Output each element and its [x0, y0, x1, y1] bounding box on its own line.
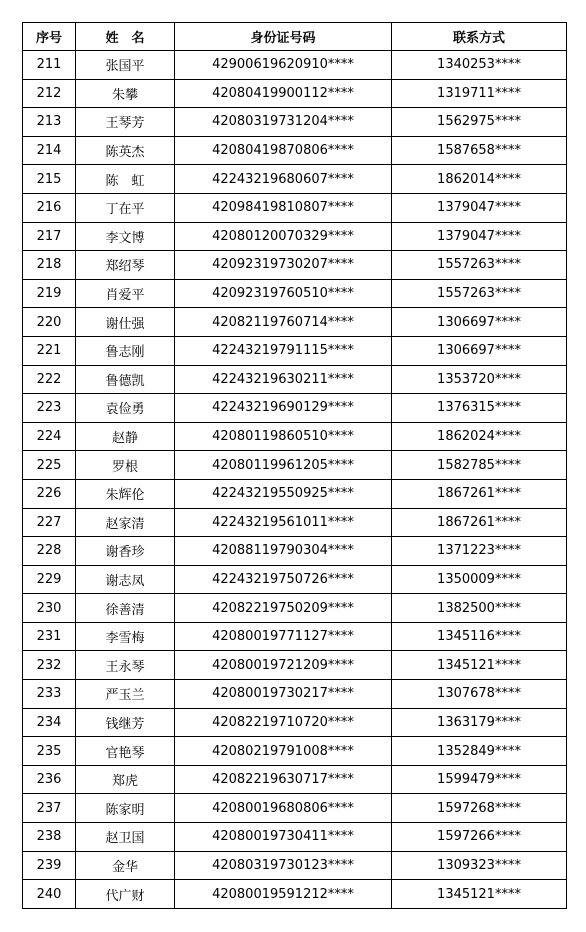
- cell-name: 赵卫国: [76, 823, 175, 852]
- cell-contact: 1379047****: [392, 222, 567, 251]
- cell-index: 231: [23, 622, 76, 651]
- cell-name: 鲁德凯: [76, 365, 175, 394]
- cell-name: 罗根: [76, 451, 175, 480]
- cell-contact: 1599479****: [392, 765, 567, 794]
- cell-id-number: 42080419870806****: [175, 136, 392, 165]
- cell-id-number: 42080019730217****: [175, 680, 392, 709]
- cell-id-number: 42092319760510****: [175, 279, 392, 308]
- table-row: [23, 737, 567, 766]
- cell-index: 221: [23, 336, 76, 365]
- table-row: [23, 251, 567, 280]
- cell-name: 郑虎: [76, 765, 175, 794]
- cell-contact: 1350009****: [392, 565, 567, 594]
- table-row: [23, 308, 567, 337]
- cell-contact: 1862014****: [392, 165, 567, 194]
- table-row: [23, 765, 567, 794]
- cell-name: 陈英杰: [76, 136, 175, 165]
- cell-index: 224: [23, 422, 76, 451]
- cell-id-number: 42082219750209****: [175, 594, 392, 623]
- cell-index: 225: [23, 451, 76, 480]
- cell-contact: 1340253****: [392, 51, 567, 80]
- table-row: [23, 508, 567, 537]
- cell-id-number: 42080419900112****: [175, 79, 392, 108]
- cell-name: 官艳琴: [76, 737, 175, 766]
- cell-name: 鲁志刚: [76, 336, 175, 365]
- cell-id-number: 42080019730411****: [175, 823, 392, 852]
- table-row: [23, 622, 567, 651]
- table-row: [23, 851, 567, 880]
- cell-index: 227: [23, 508, 76, 537]
- cell-contact: 1557263****: [392, 279, 567, 308]
- cell-index: 211: [23, 51, 76, 80]
- cell-id-number: 42088119790304****: [175, 537, 392, 566]
- table-row: [23, 680, 567, 709]
- cell-name: 赵静: [76, 422, 175, 451]
- cell-name: 金华: [76, 851, 175, 880]
- cell-index: 230: [23, 594, 76, 623]
- cell-id-number: 42082219710720****: [175, 708, 392, 737]
- cell-id-number: 42080019721209****: [175, 651, 392, 680]
- cell-id-number: 42243219750726****: [175, 565, 392, 594]
- cell-index: 216: [23, 193, 76, 222]
- cell-contact: 1309323****: [392, 851, 567, 880]
- cell-contact: 1353720****: [392, 365, 567, 394]
- table-row: [23, 880, 567, 909]
- cell-name: 陈 虹: [76, 165, 175, 194]
- cell-name: 郑绍琴: [76, 251, 175, 280]
- cell-contact: 1345121****: [392, 651, 567, 680]
- cell-id-number: 42082119760714****: [175, 308, 392, 337]
- cell-name: 徐善清: [76, 594, 175, 623]
- cell-id-number: 42243219680607****: [175, 165, 392, 194]
- cell-name: 朱攀: [76, 79, 175, 108]
- table-row: [23, 794, 567, 823]
- cell-id-number: 42243219791115****: [175, 336, 392, 365]
- cell-index: 226: [23, 479, 76, 508]
- cell-name: 朱辉伦: [76, 479, 175, 508]
- cell-id-number: 42092319730207****: [175, 251, 392, 280]
- cell-id-number: 42080119860510****: [175, 422, 392, 451]
- cell-name: 陈家明: [76, 794, 175, 823]
- cell-id-number: 42900619620910****: [175, 51, 392, 80]
- cell-index: 236: [23, 765, 76, 794]
- table-row: [23, 422, 567, 451]
- table-row: [23, 565, 567, 594]
- cell-index: 240: [23, 880, 76, 909]
- table-row: [23, 136, 567, 165]
- table-row: [23, 823, 567, 852]
- cell-id-number: 42243219690129****: [175, 394, 392, 423]
- cell-name: 代广财: [76, 880, 175, 909]
- cell-id-number: 42080319731204****: [175, 108, 392, 137]
- cell-index: 219: [23, 279, 76, 308]
- cell-name: 赵家清: [76, 508, 175, 537]
- cell-index: 235: [23, 737, 76, 766]
- header-index: 序号: [23, 23, 76, 51]
- table-row: [23, 594, 567, 623]
- cell-contact: 1307678****: [392, 680, 567, 709]
- cell-id-number: 42080120070329****: [175, 222, 392, 251]
- table-row: [23, 222, 567, 251]
- header-id-number: 身份证号码: [175, 23, 392, 51]
- cell-contact: 1597268****: [392, 794, 567, 823]
- cell-id-number: 42098419810807****: [175, 193, 392, 222]
- cell-id-number: 42080019771127****: [175, 622, 392, 651]
- cell-index: 218: [23, 251, 76, 280]
- cell-contact: 1597266****: [392, 823, 567, 852]
- table-row: [23, 708, 567, 737]
- cell-contact: 1376315****: [392, 394, 567, 423]
- table-row: [23, 79, 567, 108]
- cell-name: 谢仕强: [76, 308, 175, 337]
- header-name: 姓 名: [76, 23, 175, 51]
- table-row: [23, 193, 567, 222]
- table-body: [23, 51, 567, 909]
- cell-name: 钱继芳: [76, 708, 175, 737]
- cell-contact: 1382500****: [392, 594, 567, 623]
- cell-index: 222: [23, 365, 76, 394]
- cell-name: 严玉兰: [76, 680, 175, 709]
- table-row: [23, 108, 567, 137]
- cell-contact: 1562975****: [392, 108, 567, 137]
- cell-index: 229: [23, 565, 76, 594]
- cell-contact: 1587658****: [392, 136, 567, 165]
- table-row: [23, 394, 567, 423]
- table-row: [23, 479, 567, 508]
- cell-contact: 1319711****: [392, 79, 567, 108]
- cell-contact: 1345121****: [392, 880, 567, 909]
- table-row: [23, 165, 567, 194]
- cell-id-number: 42080019680806****: [175, 794, 392, 823]
- cell-name: 肖爱平: [76, 279, 175, 308]
- cell-index: 239: [23, 851, 76, 880]
- table-row: [23, 451, 567, 480]
- cell-index: 212: [23, 79, 76, 108]
- cell-id-number: 42080319730123****: [175, 851, 392, 880]
- cell-name: 李雪梅: [76, 622, 175, 651]
- roster-table: [22, 22, 567, 909]
- cell-index: 214: [23, 136, 76, 165]
- cell-id-number: 42243219561011****: [175, 508, 392, 537]
- cell-contact: 1363179****: [392, 708, 567, 737]
- cell-name: 谢香珍: [76, 537, 175, 566]
- cell-contact: 1582785****: [392, 451, 567, 480]
- cell-index: 220: [23, 308, 76, 337]
- cell-index: 237: [23, 794, 76, 823]
- cell-index: 233: [23, 680, 76, 709]
- cell-name: 丁在平: [76, 193, 175, 222]
- cell-id-number: 42082219630717****: [175, 765, 392, 794]
- cell-name: 袁俭勇: [76, 394, 175, 423]
- cell-contact: 1352849****: [392, 737, 567, 766]
- cell-contact: 1306697****: [392, 336, 567, 365]
- cell-contact: 1557263****: [392, 251, 567, 280]
- cell-index: 238: [23, 823, 76, 852]
- cell-index: 213: [23, 108, 76, 137]
- cell-id-number: 42243219550925****: [175, 479, 392, 508]
- table-row: [23, 51, 567, 80]
- cell-contact: 1345116****: [392, 622, 567, 651]
- cell-index: 228: [23, 537, 76, 566]
- cell-id-number: 42080019591212****: [175, 880, 392, 909]
- cell-index: 234: [23, 708, 76, 737]
- header-contact: 联系方式: [392, 23, 567, 51]
- cell-contact: 1862024****: [392, 422, 567, 451]
- cell-contact: 1306697****: [392, 308, 567, 337]
- cell-index: 215: [23, 165, 76, 194]
- cell-index: 232: [23, 651, 76, 680]
- cell-contact: 1867261****: [392, 479, 567, 508]
- cell-name: 张国平: [76, 51, 175, 80]
- table-header: [23, 23, 567, 51]
- table-row: [23, 336, 567, 365]
- table-row: [23, 279, 567, 308]
- cell-contact: 1371223****: [392, 537, 567, 566]
- cell-name: 王永琴: [76, 651, 175, 680]
- cell-index: 223: [23, 394, 76, 423]
- cell-contact: 1867261****: [392, 508, 567, 537]
- cell-name: 王琴芳: [76, 108, 175, 137]
- cell-contact: 1379047****: [392, 193, 567, 222]
- table-row: [23, 365, 567, 394]
- cell-index: 217: [23, 222, 76, 251]
- cell-name: 谢志凤: [76, 565, 175, 594]
- cell-id-number: 42080119961205****: [175, 451, 392, 480]
- cell-id-number: 42243219630211****: [175, 365, 392, 394]
- header-row: [23, 23, 567, 51]
- table-row: [23, 651, 567, 680]
- table-row: [23, 537, 567, 566]
- cell-name: 李文博: [76, 222, 175, 251]
- cell-id-number: 42080219791008****: [175, 737, 392, 766]
